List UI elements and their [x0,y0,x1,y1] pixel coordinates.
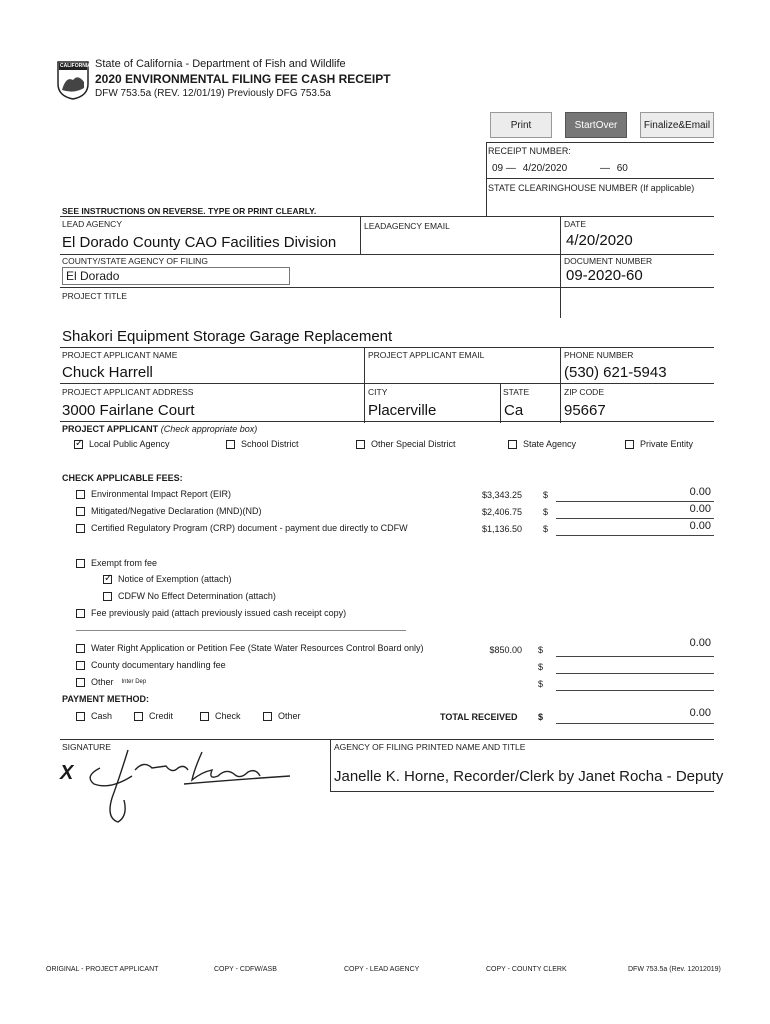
receipt-sep-2: — [599,163,610,174]
footer-original: ORIGINAL - PROJECT APPLICANT [46,966,159,973]
payment-other[interactable] [263,711,301,721]
clearinghouse-label: STATE CLEARINGHOUSE NUMBER (If applicable) [488,183,695,193]
date-value[interactable]: 4/20/2020 [566,232,633,249]
other-fee-note: Inter Dep [121,679,147,685]
applicant-name-label: PROJECT APPLICANT NAME [62,350,178,360]
checkbox-icon[interactable] [76,644,85,653]
city-label: CITY [368,387,388,397]
fee-dollar: $ [543,524,549,534]
lead-agency-label: LEAD AGENCY [62,219,122,229]
checkbox-icon[interactable] [356,440,365,449]
agency-name: State of California - Department of Fish and Wildlife [95,58,346,70]
state-label: STATE [503,387,530,397]
checkbox-icon[interactable] [103,592,112,601]
checkbox-icon[interactable] [263,712,272,721]
other-fee[interactable] [76,677,146,687]
fees-heading: CHECK APPLICABLE FEES: [62,473,183,483]
signature-label: SIGNATURE [62,742,111,752]
checkbox-checked-icon[interactable] [103,575,112,584]
notice-exemption-label: Notice of Exemption (attach) [118,574,232,584]
checkbox-checked-icon[interactable] [74,440,83,449]
form-title: 2020 ENVIRONMENTAL FILING FEE CASH RECEIPT [95,72,391,86]
county-handling-label: County documentary handling fee [91,660,226,670]
footer-copy-cdfw: COPY - CDFW/ASB [214,966,277,973]
date-label: DATE [564,219,587,229]
applicant-type-label: State Agency [523,439,577,449]
receipt-part-1: 09 [492,163,504,174]
payment-label: Cash [91,711,113,721]
seal-text: CALIFORNIA [60,63,91,69]
total-value[interactable]: 0.00 [689,707,711,719]
project-title-label: PROJECT TITLE [62,291,127,301]
zip-value[interactable]: 95667 [564,402,606,419]
exempt-from-fee[interactable] [76,558,157,568]
fee-value[interactable]: 0.00 [689,486,711,498]
applicant-email-label: PROJECT APPLICANT EMAIL [368,350,485,360]
checkbox-icon[interactable] [226,440,235,449]
applicant-name-value[interactable]: Chuck Harrell [62,364,153,381]
applicant-type-special[interactable] [356,439,456,449]
agency-printed-name-value[interactable]: Janelle K. Horne, Recorder/Clerk by Janet Rocha - Deputy [334,768,724,785]
finalize-email-button[interactable]: Finalize&Email [640,112,714,138]
receipt-part-2: 4/20/2020 [522,163,568,174]
fee-dollar: $ [543,507,549,517]
applicant-address-label: PROJECT APPLICANT ADDRESS [62,387,194,397]
payment-heading: PAYMENT METHOD: [62,694,150,704]
lead-agency-value[interactable]: El Dorado County CAO Facilities Division [62,234,337,251]
checkbox-icon[interactable] [76,524,85,533]
form-id: DFW 753.5a (REV. 12/01/19) Previously DFG 753.5a [95,88,331,99]
fee-amount: $2,406.75 [481,507,522,517]
fee-prev-paid-label: Fee previously paid (attach previously issued cash receipt copy) [91,608,347,618]
applicant-type-state[interactable] [508,439,576,449]
address-value[interactable]: 3000 Fairlane Court [62,402,195,419]
phone-label: PHONE NUMBER [564,350,634,360]
water-amount: $850.00 [489,645,522,655]
checkbox-icon[interactable] [76,712,85,721]
document-number-value[interactable]: 09-2020-60 [566,267,643,284]
signature-x: X [60,762,74,784]
project-title-value[interactable]: Shakori Equipment Storage Garage Replacement [62,328,393,345]
checkbox-icon[interactable] [508,440,517,449]
other-fee-label: Other [91,677,114,687]
footer-copy-county: COPY - COUNTY CLERK [486,966,567,973]
county-handling-fee[interactable] [76,660,226,670]
cdfw-no-effect-label: CDFW No Effect Determination (attach) [118,591,276,601]
checkbox-icon[interactable] [76,678,85,687]
fee-dollar: $ [543,490,549,500]
applicant-type-label: Private Entity [640,439,694,449]
agency-printed-name-label: AGENCY OF FILING PRINTED NAME AND TITLE [334,742,526,752]
start-over-button[interactable]: StartOver [565,112,627,138]
payment-cash[interactable] [76,711,112,721]
fee-label: Mitigated/Negative Declaration (MND)(ND) [91,506,262,516]
applicant-type-label: Other Special District [371,439,456,449]
applicant-type-school[interactable] [226,439,299,449]
lead-agency-email-label: LEADAGENCY EMAIL [364,221,450,231]
checkbox-icon[interactable] [200,712,209,721]
fee-label: Environmental Impact Report (EIR) [91,489,232,499]
fee-amount: $3,343.25 [481,490,522,500]
checkbox-icon[interactable] [134,712,143,721]
exempt-label: Exempt from fee [91,558,158,568]
fee-mnd[interactable] [76,506,262,516]
fee-amount: $1,136.50 [481,524,522,534]
receipt-sep-1: — [505,163,516,174]
checkbox-icon[interactable] [76,507,85,516]
total-received-label: TOTAL RECEIVED [440,712,518,722]
fee-previously-paid[interactable] [76,608,346,618]
print-button[interactable]: Print [490,112,552,138]
project-applicant-heading [62,424,257,434]
water-dollar: $ [538,645,544,655]
payment-credit[interactable] [134,711,173,721]
instructions: SEE INSTRUCTIONS ON REVERSE. TYPE OR PRINT CLEARLY. [62,206,317,216]
receipt-number-label: RECEIPT NUMBER: [488,146,571,156]
receipt-number [492,163,628,174]
footer-form-rev: DFW 753.5a (Rev. 12012019) [628,966,721,973]
applicant-type-label: Local Public Agency [89,439,170,449]
state-value[interactable]: Ca [504,402,524,419]
county-agency-value: El Dorado [66,269,120,283]
county-handling-dollar: $ [538,662,544,672]
applicant-type-label: School District [241,439,299,449]
water-value[interactable]: 0.00 [689,637,711,649]
signature-image [80,746,295,826]
footer-copy-lead: COPY - LEAD AGENCY [344,966,420,973]
receipt-part-3: 60 [616,163,628,174]
total-dollar: $ [538,712,544,722]
fee-value[interactable]: 0.00 [689,503,711,515]
notice-of-exemption[interactable] [103,574,232,584]
water-right-fee[interactable] [76,643,423,653]
cdfw-no-effect[interactable] [103,591,276,601]
dfw-seal-icon [56,60,90,100]
payment-label: Credit [149,711,174,721]
fee-eir[interactable] [76,489,231,499]
checkbox-icon[interactable] [625,440,634,449]
phone-value[interactable]: (530) 621-5943 [564,364,667,381]
payment-label: Check [215,711,241,721]
zip-label: ZIP CODE [564,387,604,397]
fee-crp[interactable] [76,523,408,533]
checkbox-icon[interactable] [76,609,85,618]
applicant-type-local[interactable] [74,439,170,449]
payment-check[interactable] [200,711,241,721]
check-box-hint: (Check appropriate box) [160,424,258,434]
checkbox-icon[interactable] [76,559,85,568]
water-right-label: Water Right Application or Petition Fee (State Water Resources Control Board only) [91,643,424,653]
fee-value[interactable]: 0.00 [689,520,711,532]
document-number-label: DOCUMENT NUMBER [564,256,653,266]
checkbox-icon[interactable] [76,490,85,499]
payment-label: Other [278,711,301,721]
city-value[interactable]: Placerville [368,402,437,419]
applicant-type-private[interactable] [625,439,693,449]
checkbox-icon[interactable] [76,661,85,670]
other-fee-dollar: $ [538,679,544,689]
county-agency-label: COUNTY/STATE AGENCY OF FILING [62,256,208,266]
fee-label: Certified Regulatory Program (CRP) document - payment due directly to CDFW [91,523,408,533]
project-applicant-label: PROJECT APPLICANT [62,424,159,434]
